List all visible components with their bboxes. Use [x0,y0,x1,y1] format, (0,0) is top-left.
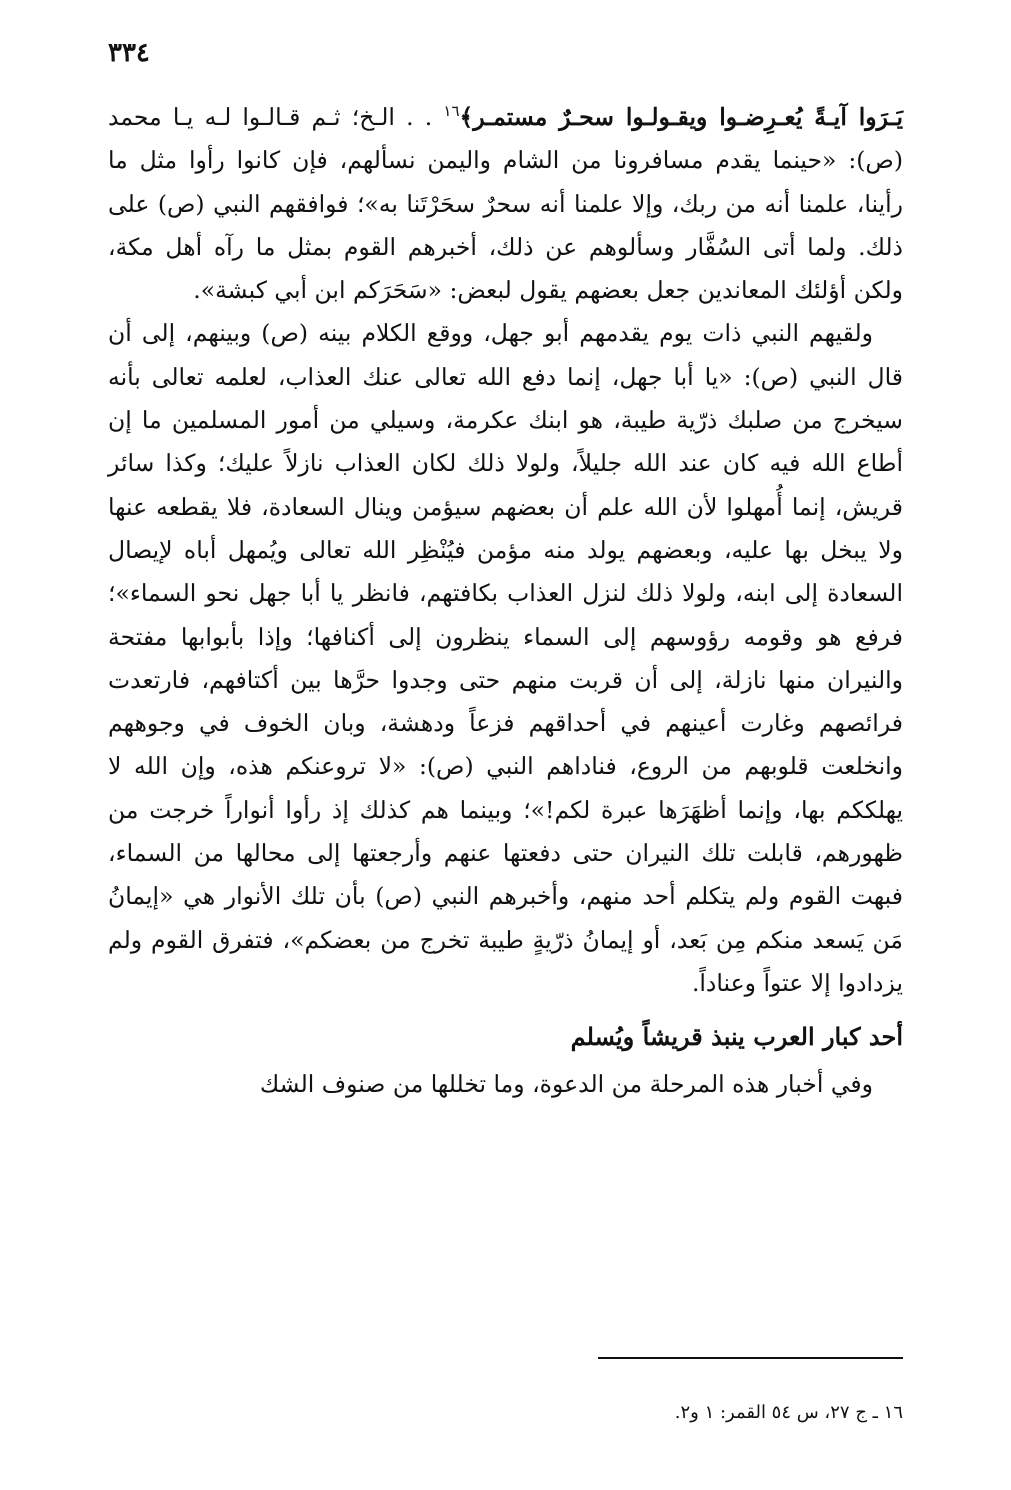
quranic-verse: يَـرَوا آيـةً يُعـرِضـوا ويقـولـوا سحـرٌ مستمـر﴾ [459,103,903,131]
paragraph-2: ولقيهم النبي ذات يوم يقدمهم أبو جهل، ووقع الكلام بينه (ص) وبينهم، إلى أن قال النبي (ص): «يا أبا جهل، إنما دفع الله تعالى عنك العذاب، لعلمه تعالى بأنه سيخرج من صلبك ذرّية طيبة، هو ابنك عكرمة، وسيلي من أمور المسلمين ما إن أطاع الله فيه كان عند الله جليلاً، ولولا ذلك لكان العذاب نازلاً عليك؛ وكذا سائر قريش، إنما أُمهلوا لأن الله علم أن بعضهم سيؤمن وينال السعادة، فلا يقطعه عنها ولا يبخل بها عليه، وبعضهم يولد منه مؤمن فيُنْظِر الله تعالى ويُمهل أباه لإيصال السعادة إلى ابنه، ولولا ذلك لنزل العذاب بكافتهم، فانظر يا أبا جهل نحو السماء»؛ فرفع هو وقومه رؤوسهم إلى السماء ينظرون إلى أكنافها؛ وإذا بأبوابها مفتحة والنيران منها نازلة، إلى أن قربت منهم حتى وجدوا حرَّها بين أكتافهم، فارتعدت فرائصهم وغارت أعينهم في أحداقهم فزعاً ودهشة، وبان الخوف في وجوههم وانخلعت قلوبهم من الروع، فناداهم النبي (ص): «لا تروعنكم هذه، وإن الله لا يهلككم بها، وإنما أظهَرَها عبرة لكم!»؛ وبينما هم كذلك إذ رأوا أنواراً خرجت من ظهورهم، قابلت تلك النيران حتى دفعتها عنهم وأرجعتها إلى محالها من السماء، فبهت القوم ولم يتكلم أحد منهم، وأخبرهم النبي (ص) بأن تلك الأنوار هي «إيمانُ مَن يَسعد منكم مِن بَعد، أو إيمانُ ذرّيةٍ طيبة تخرج من بعضكم»، فتفرق القوم ولم يزدادوا إلا عتواً وعناداً. [108,319,903,997]
book-page [108,30,903,1470]
paragraph-3: وفي أخبار هذه المرحلة من الدعوة، وما تخللها من صنوف الشك [259,1070,873,1099]
page-body [108,96,903,1107]
paragraph-1-text: . . الـخ؛ ثـم قـالـوا لـه يـا محمد (ص): «حينما يقدم مسافرونا من الشام واليمن نسألهم، فإن كانوا رأوا مثل ما رأينا، علمنا أنه من ربك، وإلا علمنا أنه سحرٌ سحَرْتَنا به»؛ فوافقهم النبي (ص) على ذلك. ولما أتى السُفَّار وسألوهم عن ذلك، أخبرهم القوم بمثل ما رآه أهل مكة، ولكن أؤلئك المعاندين جعل بعضهم يقول لبعض: «سَحَرَكم ابن أبي كبشة». [108,103,903,305]
footnote-reference: ١٦ [443,102,460,121]
footnote: ١٦ ـ ج ٢٧، س ٥٤ القمر: ١ و٢. [674,1402,903,1423]
paragraph-1 [108,96,903,312]
page-number: ٣٣٤ [108,38,150,68]
footnote-divider [598,1357,903,1359]
section-heading: أحد كبار العرب ينبذ قريشاً ويُسلم [570,1022,903,1052]
